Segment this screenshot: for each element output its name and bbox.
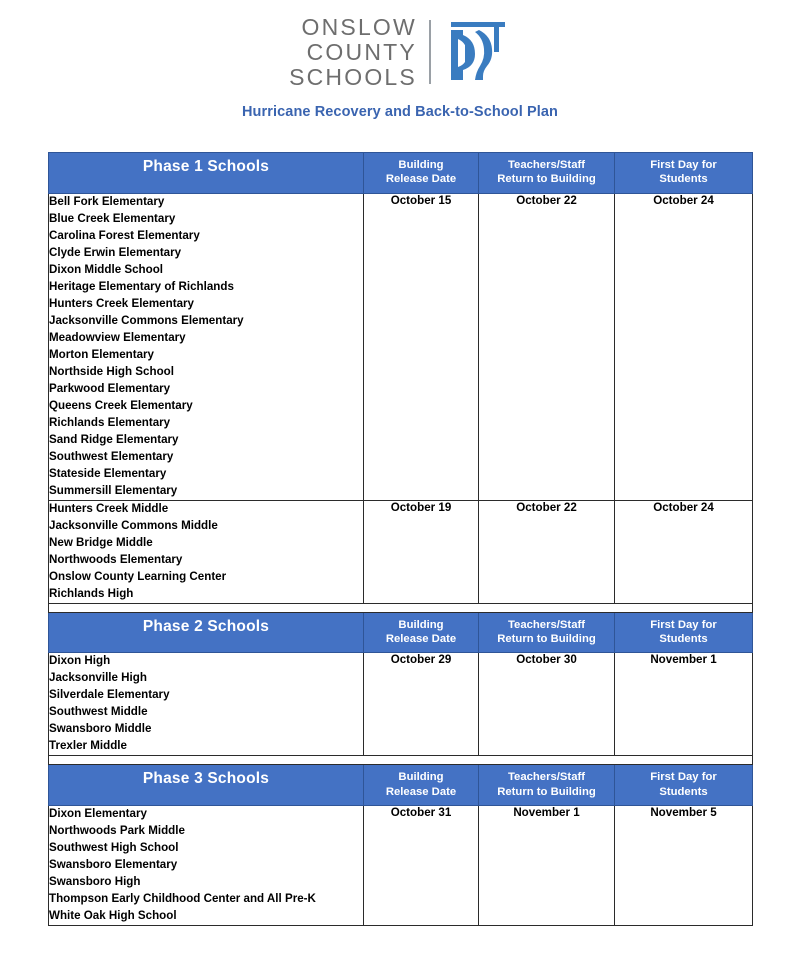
column-header-teachers-staff-return (479, 153, 615, 194)
school-list-cell (49, 806, 364, 926)
phase-header-row (49, 612, 753, 653)
building-release-date-cell: October 15 (364, 193, 479, 500)
column-header-building-release-date (364, 612, 479, 653)
list-item: Swansboro Middle (49, 722, 152, 736)
teachers-staff-return-date-cell: October 22 (479, 500, 615, 603)
column-header-teachers-staff-return-line2: Return to Building (497, 785, 596, 798)
list-item: Bell Fork Elementary (49, 194, 165, 208)
column-header-first-day-for-students (615, 612, 753, 653)
first-day-for-students-cell: October 24 (615, 500, 753, 603)
column-header-building-release-date-line1: Building (398, 618, 444, 631)
list-item: Northside High School (49, 364, 174, 378)
column-header-teachers-staff-return-line1: Teachers/Staff (507, 159, 585, 171)
teachers-staff-return-date-cell: October 22 (479, 193, 615, 500)
list-item: Blue Creek Elementary (49, 211, 176, 225)
list-item: Southwest Middle (49, 705, 148, 719)
list-item: Northwoods Park Middle (49, 824, 185, 838)
phases-table-body (49, 153, 753, 926)
list-item: Northwoods Elementary (49, 552, 183, 566)
logo-divider (429, 20, 431, 84)
logo-line-county: COUNTY (306, 38, 417, 65)
table-section-spacer (49, 603, 753, 612)
document-header (0, 0, 800, 120)
list-item: Parkwood Elementary (49, 381, 171, 395)
list-item: Hunters Creek Elementary (49, 296, 194, 310)
table-row (49, 193, 753, 500)
logo-wordmark (289, 15, 429, 90)
column-header-building-release-date (364, 153, 479, 194)
column-header-teachers-staff-return-line2: Return to Building (497, 173, 596, 186)
list-item: Southwest Elementary (49, 449, 174, 463)
school-list-cell (49, 193, 364, 500)
list-item: Silverdale Elementary (49, 688, 170, 702)
column-header-first-day-for-students (615, 765, 753, 806)
building-release-date-cell: October 19 (364, 500, 479, 603)
onslow-county-schools-emblem (445, 18, 511, 86)
list-item: Swansboro High (49, 875, 141, 889)
column-header-teachers-staff-return-line2: Return to Building (497, 632, 596, 645)
list-item: Dixon High (49, 654, 111, 668)
list-item: Jacksonville Commons Elementary (49, 313, 244, 327)
phase-title: Phase 3 Schools (49, 765, 364, 806)
list-item: Richlands Elementary (49, 415, 171, 429)
phase-title: Phase 1 Schools (49, 153, 364, 194)
first-day-for-students-cell: November 5 (615, 806, 753, 926)
list-item: Morton Elementary (49, 347, 155, 361)
list-item: Clyde Erwin Elementary (49, 245, 182, 259)
column-header-teachers-staff-return-line1: Teachers/Staff (507, 618, 585, 631)
phases-table-container (48, 152, 752, 926)
phases-table (48, 152, 753, 926)
building-release-date-cell: October 29 (364, 653, 479, 756)
column-header-building-release-date-line2: Release Date (385, 785, 457, 798)
table-row (49, 500, 753, 603)
list-item: Trexler Middle (49, 739, 127, 753)
list-item: Dixon Elementary (49, 807, 147, 821)
list-item: Jacksonville High (49, 671, 147, 685)
logo-line-onslow: ONSLOW (301, 13, 417, 40)
table-section-spacer (49, 756, 753, 765)
column-header-building-release-date-line1: Building (398, 159, 444, 171)
list-item: White Oak High School (49, 909, 177, 923)
teachers-staff-return-date-cell: November 1 (479, 806, 615, 926)
column-header-building-release-date-line2: Release Date (385, 632, 457, 645)
list-item: Sand Ridge Elementary (49, 432, 179, 446)
building-release-date-cell: October 31 (364, 806, 479, 926)
column-header-teachers-staff-return (479, 612, 615, 653)
phase-header-row (49, 153, 753, 194)
column-header-first-day-for-students-line1: First Day for (650, 159, 717, 171)
column-header-first-day-for-students (615, 153, 753, 194)
page-title: Hurricane Recovery and Back-to-School Plan (241, 104, 559, 120)
column-header-building-release-date-line2: Release Date (385, 173, 457, 186)
list-item: Meadowview Elementary (49, 330, 186, 344)
list-item: Richlands High (49, 586, 134, 600)
list-item: Swansboro Elementary (49, 858, 178, 872)
column-header-building-release-date (364, 765, 479, 806)
list-item: Hunters Creek Middle (49, 501, 169, 515)
table-section-spacer-cell (49, 603, 753, 612)
list-item: New Bridge Middle (49, 535, 153, 549)
column-header-teachers-staff-return (479, 765, 615, 806)
list-item: Carolina Forest Elementary (49, 228, 200, 242)
table-row (49, 653, 753, 756)
logo-line-schools: SCHOOLS (289, 63, 417, 90)
onslow-county-schools-logo (289, 14, 511, 90)
column-header-first-day-for-students-line2: Students (659, 632, 708, 645)
list-item: Thompson Early Childhood Center and All Pre-K (49, 892, 316, 906)
column-header-first-day-for-students-line1: First Day for (650, 618, 717, 631)
phase-title: Phase 2 Schools (49, 612, 364, 653)
first-day-for-students-cell: November 1 (615, 653, 753, 756)
list-item: Summersill Elementary (49, 483, 178, 497)
list-item: Heritage Elementary of Richlands (49, 279, 234, 293)
list-item: Queens Creek Elementary (49, 398, 193, 412)
list-item: Dixon Middle School (49, 262, 164, 276)
column-header-building-release-date-line1: Building (398, 771, 444, 784)
column-header-teachers-staff-return-line1: Teachers/Staff (507, 771, 585, 784)
phase-header-row (49, 765, 753, 806)
school-list-cell (49, 653, 364, 756)
list-item: Jacksonville Commons Middle (49, 518, 218, 532)
column-header-first-day-for-students-line2: Students (659, 173, 708, 186)
list-item: Onslow County Learning Center (49, 569, 227, 583)
list-item: Southwest High School (49, 841, 179, 855)
column-header-first-day-for-students-line1: First Day for (650, 771, 717, 784)
school-list-cell (49, 500, 364, 603)
teachers-staff-return-date-cell: October 30 (479, 653, 615, 756)
table-section-spacer-cell (49, 756, 753, 765)
first-day-for-students-cell: October 24 (615, 193, 753, 500)
list-item: Stateside Elementary (49, 466, 167, 480)
table-row (49, 806, 753, 926)
column-header-first-day-for-students-line2: Students (659, 785, 708, 798)
